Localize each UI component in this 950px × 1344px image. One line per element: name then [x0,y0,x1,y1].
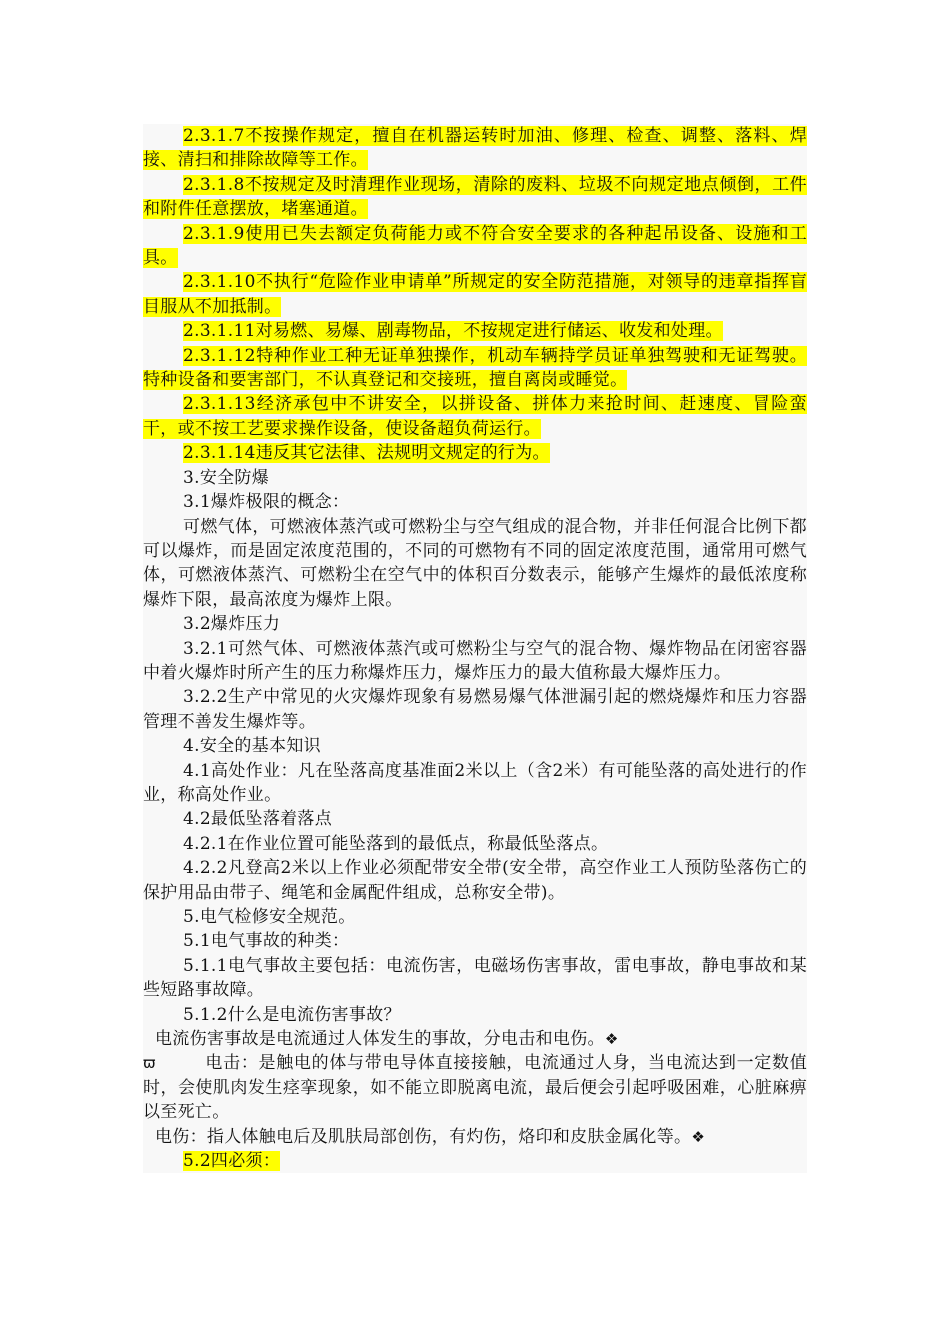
paragraph [143,685,807,734]
paragraph-text: 5.1.2什么是电流伤害事故？ [183,1004,401,1025]
paragraph-text: 2.3.1.12特种作业工种无证单独操作，机动车辆持学员证单独驾驶和无证驾驶。特种设备和要害部门，不认真登记和交接班，擅自离岗或睡觉。 [143,345,807,391]
paragraph [143,954,807,1003]
paragraph [143,270,807,319]
paragraph [143,392,807,441]
paragraph-text: 4.1高处作业：凡在坠落高度基准面2米以上（含2米）有可能坠落的高处进行的作业，称高处作业。 [143,760,807,805]
document-body [143,124,807,1173]
paragraph [143,734,807,758]
paragraph-text: 2.3.1.13经济承包中不讲安全，以拼设备、拼体力来抢时间、赶速度、冒险蛮干，或不按工艺要求操作设备，使设备超负荷运行。 [143,394,807,439]
paragraph [143,515,807,613]
paragraph-text: 可燃气体，可燃液体蒸汽或可燃粉尘与空气组成的混合物，并非任何混合比例下都可以爆炸，而是固定浓度范围的，不同的可燃物有不同的固定浓度范围，通常用可燃气体，可燃液体蒸汽、可燃粉尘在空气中的体积百分数表示，能够产生爆炸的最低浓度称爆炸下限，最高浓度为爆炸上限。 [143,516,807,610]
paragraph-text: 2.3.1.8不按规定及时清理作业现场，清除的废料、垃圾不向规定地点倾倒，工件和附件任意摆放，堵塞通道。 [143,174,807,220]
paragraph-list [143,124,807,1027]
shock-paragraph: ϖ 电击：是触电的体与带电导体直接接触，电流通过人身，当电流达到一定数值时，会使肌肉发生痉挛现象，如不能立即脱离电流，最后便会引起呼吸困难，心脏麻痹以至死亡。 [143,1053,807,1123]
diamond-bullet-icon: ❖ [604,1030,619,1049]
burn-line: 电伤：指人体触电后及肌肤局部创伤，有灼伤，烙印和皮肤金属化等。❖ [155,1126,706,1147]
paragraph [143,441,807,465]
paragraph-text: 4.2最低坠落着落点 [183,809,333,830]
paragraph [143,319,807,343]
paragraph [143,344,807,393]
paragraph-text: 4.2.2凡登高2米以上作业必须配带安全带(安全带，高空作业工人预防坠落伤亡的保护用品由带子、绳笔和金属配件组成，总称安全带)。 [143,858,807,903]
paragraph [143,466,807,490]
omega-bullet-icon: ϖ [143,1054,156,1073]
paragraph [143,929,807,953]
paragraph [143,222,807,271]
paragraph [143,807,807,831]
paragraph-text: 5.1电气事故的种类： [183,931,350,952]
paragraph [143,832,807,856]
paragraph [143,173,807,222]
diamond-bullet-icon: ❖ [691,1127,706,1146]
paragraph [143,124,807,173]
paragraph-text: 4.2.1在作业位置可能坠落到的最低点，称最低坠落点。 [183,833,609,854]
paragraph [143,490,807,514]
four-musts-heading: 5.2四必须： [183,1151,281,1172]
paragraph-text: 2.3.1.10不执行“危险作业申请单”所规定的安全防范措施，对领导的违章指挥盲目服从不加抵制。 [143,272,807,317]
paragraph [143,637,807,686]
paragraph-text: 2.3.1.11对易燃、易爆、剧毒物品，不按规定进行储运、收发和处理。 [183,321,723,342]
paragraph-text: 3.安全防爆 [183,467,270,488]
paragraph [143,905,807,929]
paragraph-text: 3.2.2生产中常见的火灾爆炸现象有易燃易爆气体泄漏引起的燃烧爆炸和压力容器管理不善发生爆炸等。 [143,687,807,732]
paragraph-text: 5.电气检修安全规范。 [183,907,356,927]
paragraph-text: 2.3.1.14违反其它法律、法规明文规定的行为。 [183,443,550,464]
paragraph-text: 5.1.1电气事故主要包括：电流伤害，电磁场伤害事故，雷电事故，静电事故和某些短路事故障。 [143,955,807,1001]
paragraph [143,759,807,808]
paragraph [143,612,807,636]
paragraph-text: 2.3.1.7不按操作规定，擅自在机器运转时加油、修理、检查、调整、落料、焊接、清扫和排除故障等工作。 [143,126,807,171]
paragraph-text: 3.2爆炸压力 [183,614,281,635]
paragraph [143,1003,807,1027]
paragraph-text: 3.1爆炸极限的概念： [183,492,350,513]
paragraph-text: 2.3.1.9使用已失去额定负荷能力或不符合安全要求的各种起吊设备、设施和工具。 [143,223,807,269]
paragraph [143,856,807,905]
paragraph-text: 4.安全的基本知识 [183,736,321,757]
current-injury-line: 电流伤害事故是电流通过人体发生的事故，分电击和电伤。❖ [155,1029,619,1050]
paragraph-text: 3.2.1可然气体、可燃液体蒸汽或可燃粉尘与空气的混合物、爆炸物品在闭密容器中着火爆炸时所产生的压力称爆炸压力，爆炸压力的最大值称最大爆炸压力。 [143,638,807,683]
